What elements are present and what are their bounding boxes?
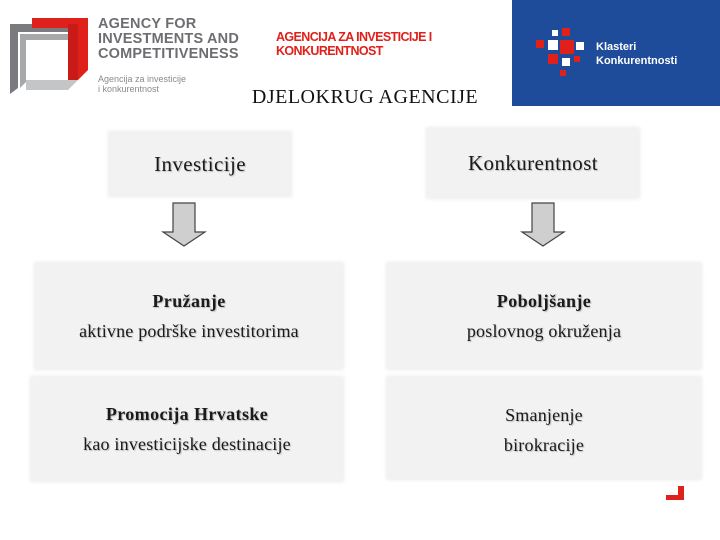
down-arrow-icon	[519, 200, 567, 248]
item-pruzanje	[36, 264, 342, 368]
agency-name-en-line: COMPETITIVENESS	[98, 46, 239, 62]
agency-name-hr	[276, 30, 432, 58]
klasteri-line: Konkurentnosti	[596, 55, 678, 67]
agency-logo-icon	[10, 18, 88, 94]
heading-investicije: Investicije	[110, 133, 290, 195]
item-text: aktivne podrške investitorima	[79, 321, 299, 341]
item-promocija	[32, 378, 342, 480]
item-text: birokracije	[503, 435, 585, 455]
item-title: Poboljšanje	[496, 291, 592, 311]
item-title: Promocija Hrvatske	[105, 404, 269, 424]
klasteri-line: Klasteri	[596, 41, 637, 53]
item-smanjenje	[388, 378, 700, 478]
heading-konkurentnost: Konkurentnost	[428, 129, 638, 197]
item-text: poslovnog okruženja	[466, 321, 622, 341]
item-text: kao investicijske destinacije	[83, 434, 291, 454]
agency-name-en-line: AGENCY FOR	[98, 16, 197, 32]
agency-name-small-line: Agencija za investicije	[98, 74, 187, 84]
corner-mark-icon	[666, 486, 684, 500]
klasteri-squares-icon	[530, 28, 594, 80]
item-title: Pružanje	[152, 291, 226, 311]
page-title: DJELOKRUG AGENCIJE	[251, 86, 479, 108]
klasteri-text	[596, 40, 677, 68]
down-arrow-icon	[160, 200, 208, 248]
agency-name-hr-line: KONKURENTNOST	[276, 44, 383, 58]
item-title: Smanjenje	[505, 405, 583, 425]
agency-name-hr-line: AGENCIJA ZA INVESTICIJE I	[276, 30, 432, 44]
agency-name-en	[98, 17, 268, 62]
agency-name-en-line: INVESTMENTS AND	[98, 31, 240, 47]
agency-name-small-line: i konkurentnost	[98, 84, 160, 94]
item-poboljsanje	[388, 264, 700, 368]
